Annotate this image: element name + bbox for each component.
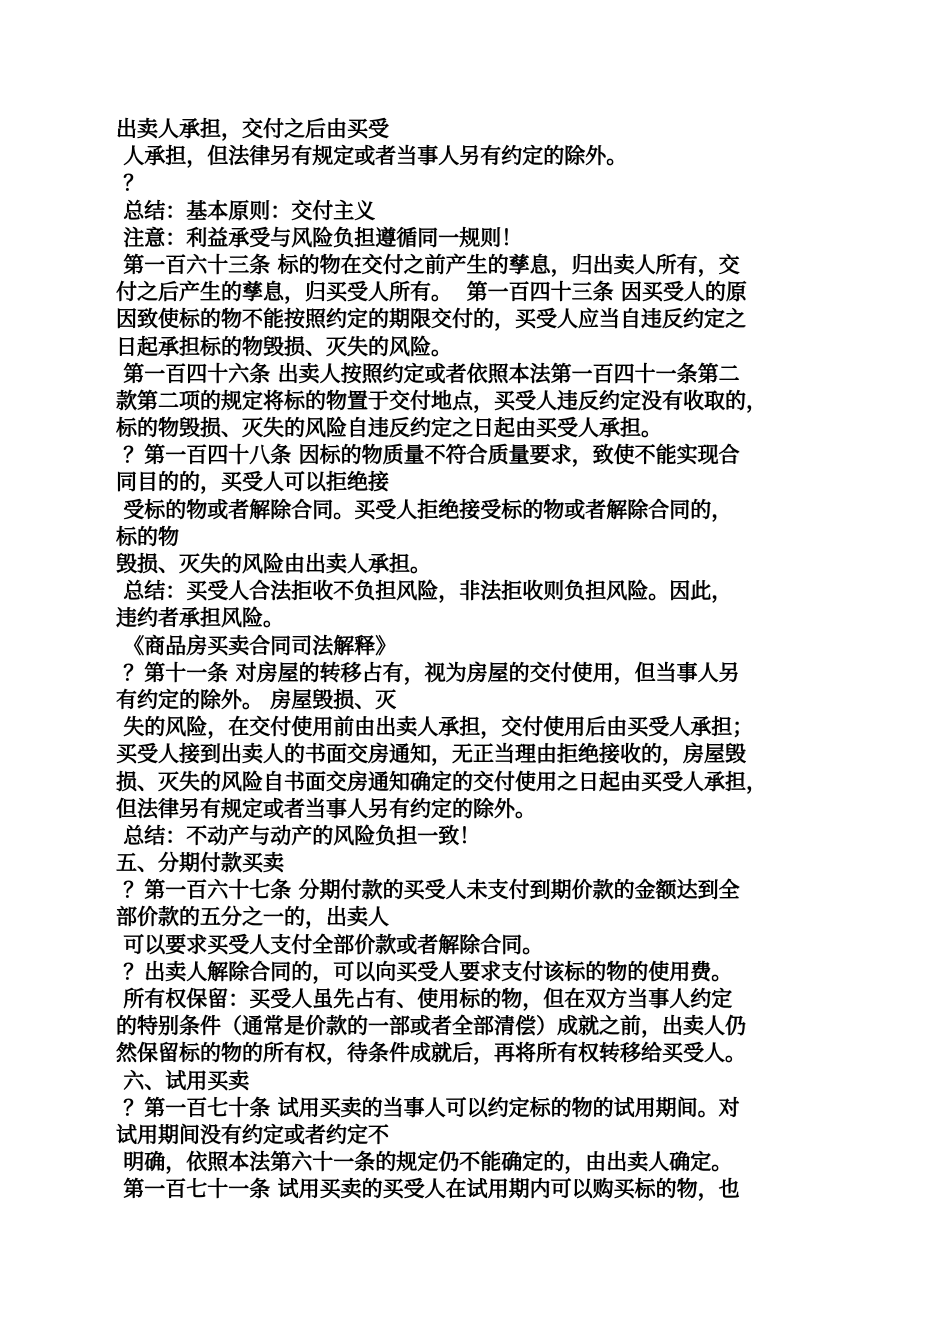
text-line: 注意：利益承受与风险负担遵循同一规则！ bbox=[116, 225, 523, 250]
text-line: ？第一百六十七条 分期付款的买受人未支付到期价款的金额达到全 bbox=[116, 878, 740, 903]
text-line: 的特别条件（通常是价款的一部或者全部清偿）成就之前，出卖人仍 bbox=[116, 1014, 746, 1039]
text-line: 款第二项的规定将标的物置于交付地点，买受人违反约定没有收取的， bbox=[116, 388, 767, 413]
text-line: 第一百六十三条 标的物在交付之前产生的孳息，归出卖人所有，交 bbox=[116, 252, 740, 277]
text-line: 明确，依照本法第六十一条的规定仍不能确定的，由出卖人确定。 bbox=[116, 1150, 733, 1175]
text-line: ？ bbox=[116, 171, 145, 196]
text-line: 然保留标的物的所有权，待条件成就后，再将所有权转移给买受人。 bbox=[116, 1041, 746, 1066]
text-line: ？出卖人解除合同的，可以向买受人要求支付该标的物的使用费。 bbox=[116, 959, 733, 984]
text-line: 《商品房买卖合同司法解释》 bbox=[116, 633, 397, 658]
text-line: 因致使标的物不能按照约定的期限交付的，买受人应当自违反约定之 bbox=[116, 307, 746, 332]
text-line: 第一百七十一条 试用买卖的买受人在试用期内可以购买标的物，也 bbox=[116, 1177, 740, 1202]
text-line: 同目的的，买受人可以拒绝接 bbox=[116, 470, 389, 495]
section-heading: 五、分期付款买卖 bbox=[116, 851, 284, 876]
text-line: 第一百四十六条 出卖人按照约定或者依照本法第一百四十一条第二 bbox=[116, 361, 740, 386]
text-line: 总结：基本原则：交付主义 bbox=[116, 198, 376, 223]
text-line: 损、灭失的风险自书面交房通知确定的交付使用之日起由买受人承担， bbox=[116, 769, 767, 794]
text-line: 失的风险，在交付使用前由出卖人承担，交付使用后由买受人承担； bbox=[116, 715, 754, 740]
text-line: ？第一百七十条 试用买卖的当事人可以约定标的物的试用期间。对 bbox=[116, 1095, 740, 1120]
text-line: 有约定的除外。 房屋毁损、灭 bbox=[116, 687, 397, 712]
text-line: 日起承担标的物毁损、灭失的风险。 bbox=[116, 334, 452, 359]
text-line: 人承担，但法律另有规定或者当事人另有约定的除外。 bbox=[116, 144, 628, 169]
text-line: 试用期间没有约定或者约定不 bbox=[116, 1122, 389, 1147]
section-heading: 六、试用买卖 bbox=[116, 1068, 250, 1093]
document-page bbox=[116, 116, 846, 1204]
text-line: 受标的物或者解除合同。买受人拒绝接受标的物或者解除合同的， bbox=[116, 497, 733, 522]
text-line: 部价款的五分之一的，出卖人 bbox=[116, 905, 389, 930]
text-line: 付之后产生的孳息，归买受人所有。 第一百四十三条 因买受人的原 bbox=[116, 280, 747, 305]
text-line: ？第一百四十八条 因标的物质量不符合质量要求，致使不能实现合 bbox=[116, 443, 740, 468]
text-line: 违约者承担风险。 bbox=[116, 606, 284, 631]
text-line: 出卖人承担，交付之后由买受 bbox=[116, 117, 389, 141]
text-line: 所有权保留：买受人虽先占有、使用标的物，但在双方当事人约定 bbox=[116, 987, 733, 1011]
text-line: 标的物毁损、灭失的风险自违反约定之日起由买受人承担。 bbox=[116, 416, 662, 441]
text-line: 总结：不动产与动产的风险负担一致！ bbox=[116, 823, 481, 848]
text-line: 买受人接到出卖人的书面交房通知，无正当理由拒绝接收的，房屋毁 bbox=[116, 742, 746, 767]
text-line: 标的物 bbox=[116, 524, 179, 549]
text-line: ？第十一条 对房屋的转移占有，视为房屋的交付使用，但当事人另 bbox=[116, 660, 740, 685]
text-line: 但法律另有规定或者当事人另有约定的除外。 bbox=[116, 796, 536, 821]
text-line: 可以要求买受人支付全部价款或者解除合同。 bbox=[116, 932, 544, 957]
text-line: 毁损、灭失的风险由出卖人承担。 bbox=[116, 552, 431, 576]
text-line: 总结：买受人合法拒收不负担风险，非法拒收则负担风险。因此， bbox=[116, 579, 733, 604]
